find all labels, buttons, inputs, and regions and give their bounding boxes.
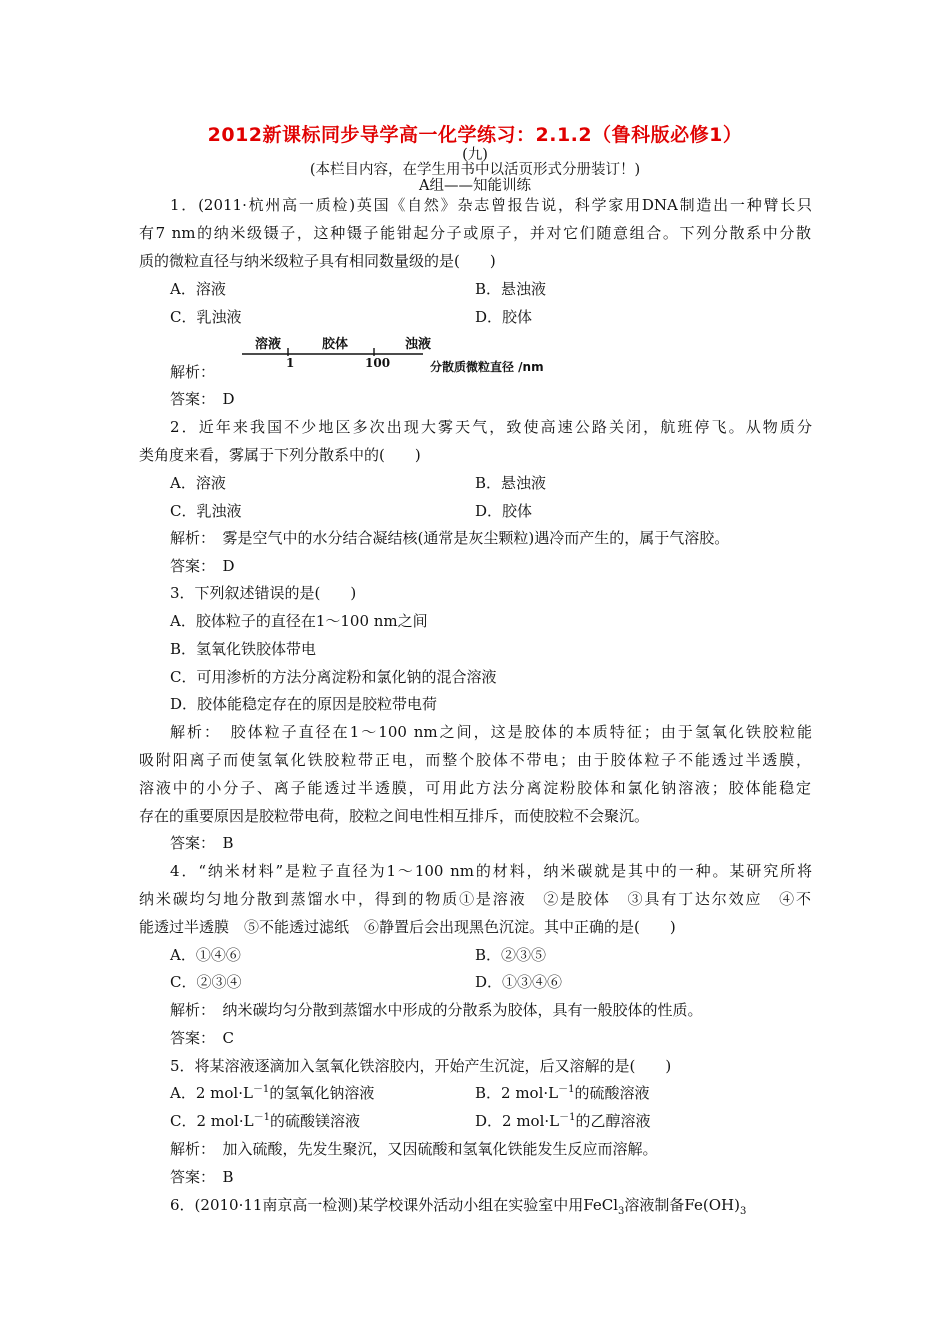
q2-stem-line1: 2．近年来我国不少地区多次出现大雾天气，致使高速公路关闭，航班停飞。从物质分 [170, 418, 812, 436]
q4-stem-line2: 纳米碳均匀地分散到蒸馏水中，得到的物质①是溶液 ②是胶体 ③具有丁达尔效应 ④不 [139, 890, 811, 908]
q5-analysis: 解析： 加入硫酸，先发生聚沉，又因硫酸和氢氧化铁能发生反应而溶解。 [170, 1140, 658, 1158]
q3-stem: 3．下列叙述错误的是( ) [170, 584, 357, 602]
q4-analysis: 解析： 纳米碳均匀分散到蒸馏水中形成的分散系为胶体，具有一般胶体的性质。 [170, 1001, 703, 1019]
q2-option-b: B．悬浊液 [475, 474, 547, 492]
q1-option-d: D．胶体 [475, 308, 533, 326]
q2-analysis: 解析： 雾是空气中的水分结合凝结核(通常是灰尘颗粒)遇冷而产生的，属于气溶胶。 [170, 529, 730, 547]
q1-analysis-label: 解析： [170, 363, 216, 381]
q5-stem: 5．将某溶液逐滴加入氢氧化铁溶胶内，开始产生沉淀，后又溶解的是( ) [170, 1057, 672, 1075]
q3-answer: 答案： B [170, 834, 234, 852]
q1-option-c: C．乳浊液 [170, 308, 242, 326]
label-solution: 溶液 [255, 337, 282, 352]
chapter-number: (九) [462, 147, 488, 163]
binding-note: (本栏目内容，在学生用书中以活页形式分册装订！) [309, 162, 641, 178]
q4-stem-line3: 能透过半透膜 ⑤不能透过滤纸 ⑥静置后会出现黑色沉淀。其中正确的是( ) [139, 918, 676, 936]
dispersion-scale-diagram [238, 336, 568, 380]
q3-option-d: D．胶体能稳定存在的原因是胶粒带电荷 [170, 695, 438, 713]
q3-option-c: C．可用渗析的方法分离淀粉和氯化钠的混合溶液 [170, 668, 497, 686]
q1-option-a: A．溶液 [170, 280, 226, 298]
q4-stem-line1: 4．“纳米材料”是粒子直径为1～100 nm的材料，纳米碳就是其中的一种。某研究所将 [170, 862, 812, 880]
tick-label-100: 100 [365, 356, 391, 370]
q4-option-c: C．②③④ [170, 973, 242, 991]
q3-option-a: A．胶体粒子的直径在1～100 nm之间 [170, 612, 428, 630]
q4-answer: 答案： C [170, 1029, 234, 1047]
q1-option-b: B．悬浊液 [475, 280, 547, 298]
page-title: 2012新课标同步导学高一化学练习：2.1.2（鲁科版必修1） [207, 124, 743, 146]
q1-stem-line3: 质的微粒直径与纳米级粒子具有相同数量级的是( ) [139, 252, 496, 270]
q4-option-a: A．①④⑥ [170, 946, 241, 964]
q2-answer: 答案： D [170, 557, 235, 575]
q1-stem-line1: 1．(2011·杭州高一质检)英国《自然》杂志曾报告说，科学家用DNA制造出一种臂长只 [170, 196, 812, 214]
label-turbid: 浊液 [405, 337, 432, 352]
q2-option-d: D．胶体 [475, 502, 533, 520]
q4-option-d: D．①③④⑥ [475, 973, 563, 991]
q5-option-a: A．2 $mol\cdot L^{-1}$的氢氧化钠溶液 [170, 1084, 375, 1102]
q3-analysis-line3: 溶液中的小分子、离子能透过半透膜，可用此方法分离淀粉胶体和氯化钠溶液；胶体能稳定 [139, 779, 811, 797]
q3-analysis-line2: 吸附阳离子而使氢氧化铁胶粒带正电，而整个胶体不带电；由于胶体粒子不能透过半透膜， [139, 751, 811, 769]
q2-option-a: A．溶液 [170, 474, 226, 492]
q5-option-b: B．2 $mol\cdot L^{-1}$的硫酸溶液 [475, 1084, 650, 1102]
axis-label: 分散质微粒直径 /nm [430, 360, 544, 374]
q5-answer: 答案： B [170, 1168, 234, 1186]
q3-analysis-line1: 解析： 胶体粒子直径在1～100 nm之间，这是胶体的本质特征；由于氢氧化铁胶粒能 [170, 723, 812, 741]
q2-stem-line2: 类角度来看，雾属于下列分散系中的( ) [139, 446, 421, 464]
tick-label-1: 1 [286, 356, 295, 370]
q6-stem-line1: 6．(2010·11南京高一检测)某学校课外活动小组在实验室中用FeCl$_3$溶液制备$Fe(OH)_3$ [170, 1196, 747, 1217]
q1-answer: 答案： D [170, 390, 235, 408]
label-colloid: 胶体 [322, 337, 349, 352]
q5-option-c: C．2 $mol\cdot L^{-1}$的硫酸镁溶液 [170, 1112, 360, 1130]
q3-option-b: B．氢氧化铁胶体带电 [170, 640, 317, 658]
q2-option-c: C．乳浊液 [170, 502, 242, 520]
q3-analysis-line4: 存在的重要原因是胶粒带电荷，胶粒之间电性相互排斥，而使胶粒不会聚沉。 [139, 807, 650, 825]
q5-option-d: D．2 $mol\cdot L^{-1}$的乙醇溶液 [475, 1112, 651, 1130]
q4-option-b: B．②③⑤ [475, 946, 547, 964]
q1-stem-line2: 有7 nm的纳米级镊子，这种镊子能钳起分子或原子，并对它们随意组合。下列分散系中分散 [139, 224, 811, 242]
group-heading: A组——知能训练 [419, 178, 531, 194]
